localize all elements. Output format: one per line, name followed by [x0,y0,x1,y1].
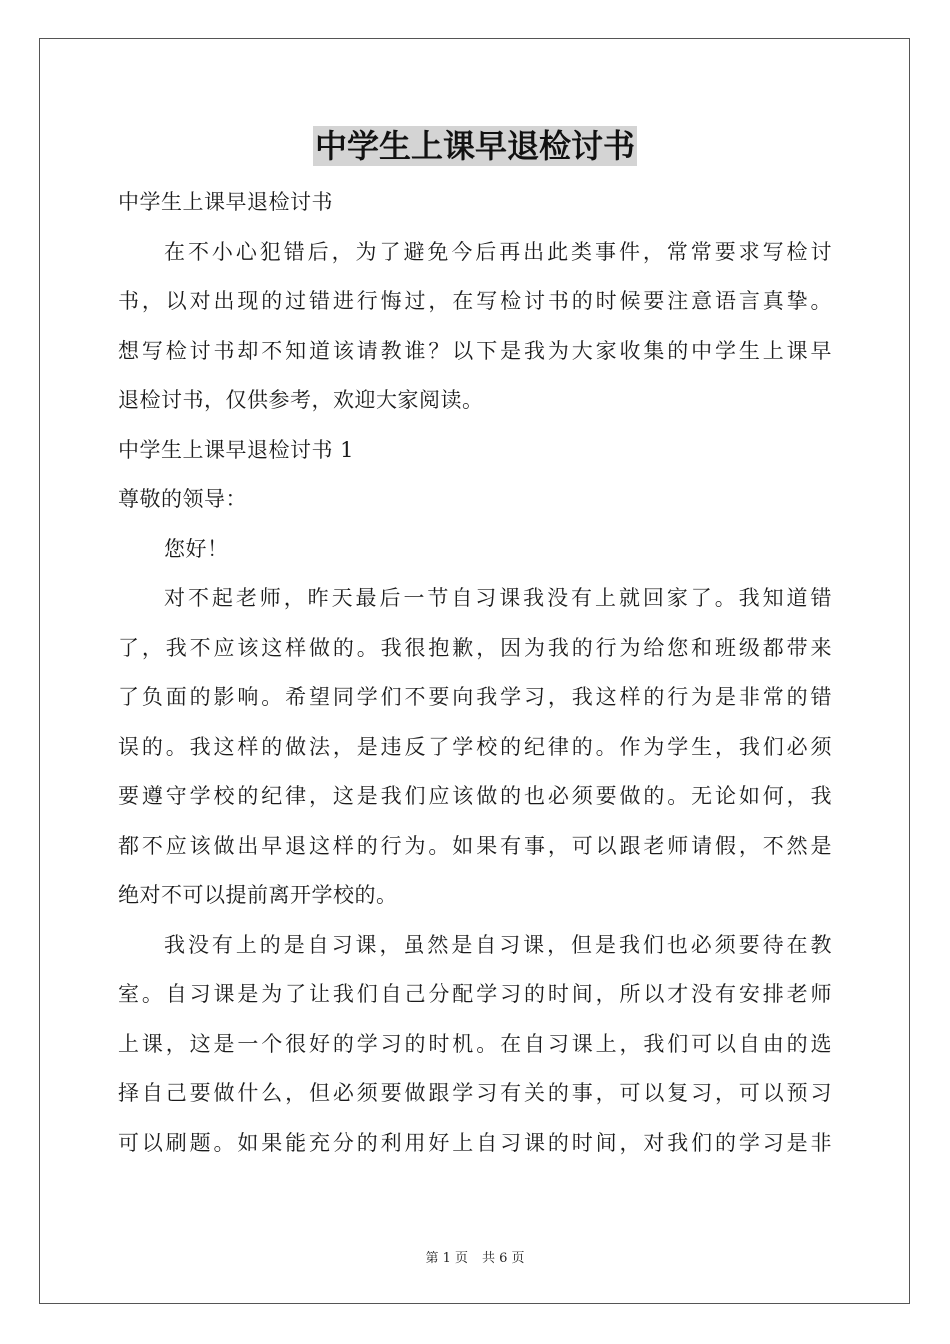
paragraph-line: 择自己要做什么，但必须要做跟学习有关的事，可以复习，可以预习 [118,1081,832,1105]
page-footer [0,1247,950,1266]
paragraph-line: 了负面的影响。希望同学们不要向我学习，我这样的行为是非常的错 [118,685,832,709]
paragraph-line: 要遵守学校的纪律，这是我们应该做的也必须要做的。无论如何，我 [118,784,832,808]
paragraph-line: 上课，这是一个很好的学习的时机。在自习课上，我们可以自由的选 [118,1031,832,1056]
paragraph-line: 室。自习课是为了让我们自己分配学习的时间，所以才没有安排老师 [118,982,832,1006]
paragraph-line: 可以刷题。如果能充分的利用好上自习课的时间，对我们的学习是非 [118,1130,832,1155]
paragraph-line: 了，我不应该这样做的。我很抱歉，因为我的行为给您和班级都带来 [118,635,832,660]
greeting: 您好！ [164,536,229,561]
paragraph-line: 我没有上的是自习课，虽然是自习课，但是我们也必须要待在教 [164,932,832,957]
salutation: 尊敬的领导： [118,487,247,511]
title-container [0,126,950,166]
subtitle: 中学生上课早退检讨书 [118,190,333,214]
intro-line: 退检讨书，仅供参考，欢迎大家阅读。 [118,388,484,412]
paragraph-line: 对不起老师，昨天最后一节自习课我没有上就回家了。我知道错 [164,586,832,610]
section-heading: 中学生上课早退检讨书 1 [118,437,355,462]
document-body [118,178,832,1168]
paragraph-line: 误的。我这样的做法，是违反了学校的纪律的。作为学生，我们必须 [118,734,832,759]
page-number: 第 1 页 [425,1251,468,1266]
document-title: 中学生上课早退检讨书 [314,127,635,165]
intro-line: 想写检讨书却不知道该请教谁？以下是我为大家收集的中学生上课早 [118,338,832,363]
paragraph-line: 都不应该做出早退这样的行为。如果有事，可以跟老师请假，不然是 [118,833,832,858]
intro-line: 在不小心犯错后，为了避免今后再出此类事件，常常要求写检讨 [164,239,832,264]
paragraph-line: 绝对不可以提前离开学校的。 [118,883,398,907]
page-total: 共 6 页 [482,1251,525,1266]
intro-line: 书，以对出现的过错进行悔过，在写检讨书的时候要注意语言真挚。 [118,289,832,313]
